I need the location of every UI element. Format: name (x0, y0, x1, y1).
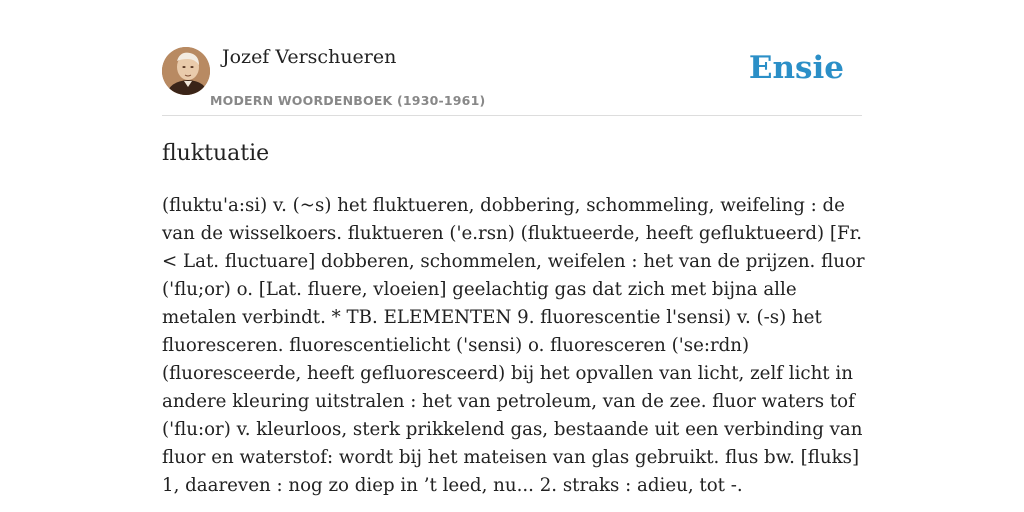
entry-body: (fluktu'a:si) v. (~s) het fluktueren, dobbering, schommeling, weifeling : de van de wisselkoers. fluktueren ('e.rsn) (fluktueerde, heeft gefluktueerd) [Fr. < Lat. fluctuare] dobberen, schommelen, weifelen : het van de prijzen. fluor ('flu;or) o. [Lat. fluere, vloeien] geelachtig gas dat zich met bijna alle metalen verbindt. * TB. ELEMENTEN 9. fluorescentie l'sensi) v. (-s) het fluoresceren. fluorescentielicht ('sensi) o. fluoresceren ('se:rdn) (fluoresceerde, heeft gefluoresceerd) bij het opvallen van licht, zelf licht in andere kleuring uitstralen : het van petroleum, van de zee. fluor waters tof ('flu:or) v. kleurloos, sterk prikkelend gas, bestaande uit een verbinding van fluor en waterstof: wordt bij het mateisen van glas gebruikt. flus bw. [fluks] 1, daareven : nog zo diep in ’t leed, nu... 2. straks : adieu, tot -. (162, 195, 865, 496)
brand-logo[interactable]: Ensie (748, 50, 844, 86)
author-name[interactable]: Jozef Verschueren (222, 46, 397, 68)
entry-header (162, 40, 862, 116)
entry-title: fluktuatie (162, 141, 270, 166)
source-label[interactable]: MODERN WOORDENBOEK (1930-1961) (210, 93, 486, 108)
portrait-icon (162, 47, 210, 95)
entry-card (162, 40, 865, 496)
author-avatar[interactable] (162, 47, 210, 95)
